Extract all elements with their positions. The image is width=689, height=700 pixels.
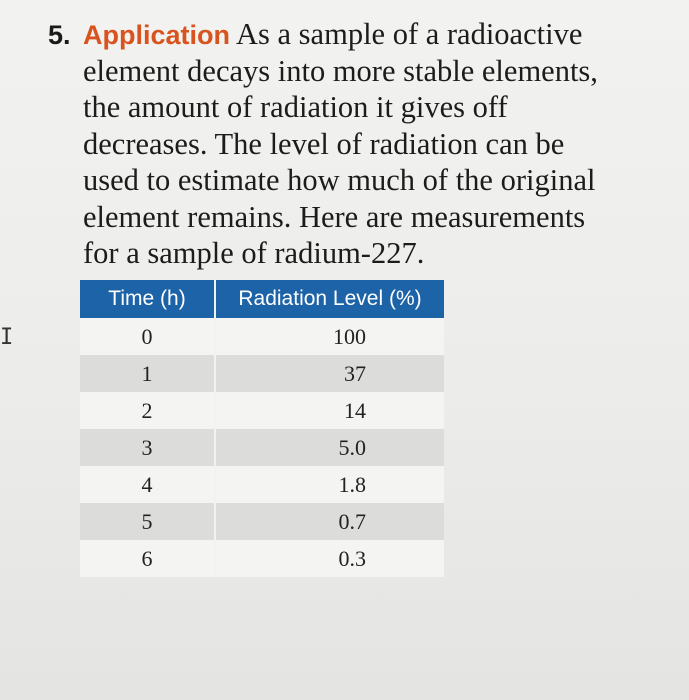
cell-radiation-value: 14 xyxy=(344,397,366,423)
cell-time: 0 xyxy=(80,318,215,355)
question-line xyxy=(48,16,648,53)
cell-radiation-level xyxy=(215,392,444,429)
table-row xyxy=(80,466,444,503)
question-text-line: used to estimate how much of the original xyxy=(83,163,596,197)
table-row xyxy=(80,392,444,429)
text-cursor-icon: I xyxy=(0,325,14,350)
radiation-table xyxy=(80,280,444,577)
cell-radiation-level xyxy=(215,540,444,577)
question-text-line: element remains. Here are measurements xyxy=(83,199,586,234)
cell-radiation-value: 0.7 xyxy=(338,508,366,534)
cell-time: 3 xyxy=(80,429,215,466)
cell-radiation-level xyxy=(215,429,444,466)
cell-radiation-value: 5.0 xyxy=(338,434,366,460)
table-row xyxy=(80,429,444,466)
table-row xyxy=(80,503,444,540)
cell-time: 4 xyxy=(80,466,215,503)
cell-radiation-value: 37 xyxy=(344,360,366,386)
question-5 xyxy=(48,16,648,272)
cell-radiation-level xyxy=(215,318,444,355)
cell-time: 5 xyxy=(80,503,215,540)
cell-radiation-level xyxy=(215,503,444,540)
question-text-line: decreases. The level of radiation can be xyxy=(83,126,565,161)
radiation-table-container xyxy=(80,280,444,577)
cell-radiation-value: 0.3 xyxy=(338,545,366,571)
cell-radiation-level xyxy=(215,355,444,392)
cell-time: 6 xyxy=(80,540,215,577)
table-row xyxy=(80,540,444,577)
cell-radiation-value: 100 xyxy=(333,323,366,349)
question-text-line: for a sample of radium-227. xyxy=(83,236,425,270)
header-radiation-level: Radiation Level (%) xyxy=(215,280,444,318)
question-label: Application xyxy=(83,20,230,50)
table-row xyxy=(80,318,444,355)
table-row xyxy=(80,355,444,392)
cell-time: 1 xyxy=(80,355,215,392)
question-text-line: element decays into more stable elements, xyxy=(83,53,598,88)
table-header-row xyxy=(80,280,444,318)
cell-radiation-level xyxy=(215,466,444,503)
header-time: Time (h) xyxy=(80,280,215,318)
cell-radiation-value: 1.8 xyxy=(338,471,366,497)
question-number: 5. xyxy=(48,20,71,50)
cell-time: 2 xyxy=(80,392,215,429)
question-text-line: the amount of radiation it gives off xyxy=(83,90,508,124)
question-text-line: As a sample of a radioactive xyxy=(236,17,583,51)
